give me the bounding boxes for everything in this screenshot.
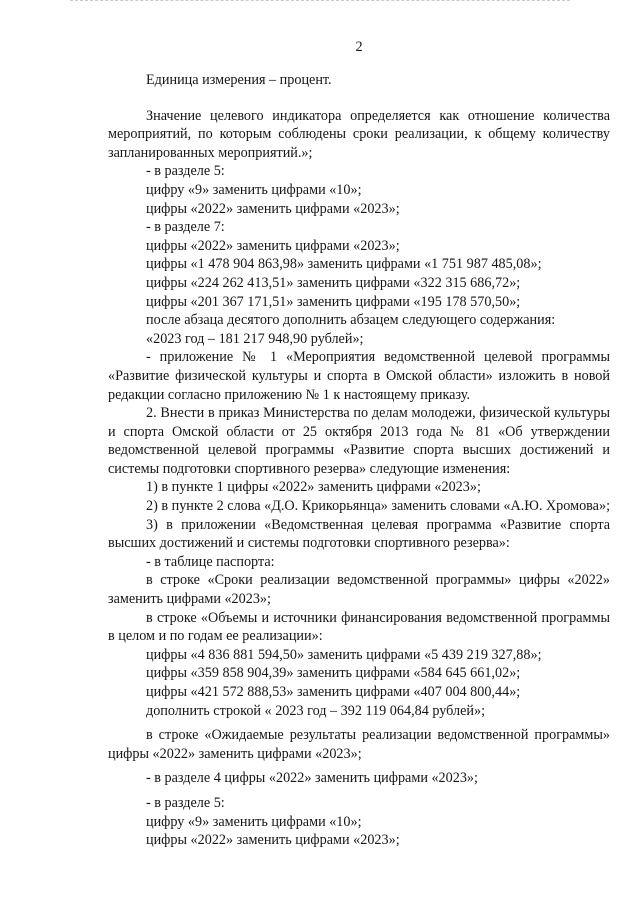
paragraph: в строке «Ожидаемые результаты реализации ведомственной программы» цифры «2022» заменить цифрами «2023»; [108, 727, 610, 762]
paragraph: после абзаца десятого дополнить абзацем следующего содержания: [146, 312, 556, 329]
paragraph: цифры «2022» заменить цифрами «2023»; [146, 832, 400, 849]
paragraph: цифру «9» заменить цифрами «10»; [146, 813, 362, 830]
paragraph: цифры «2022» заменить цифрами «2023»; [146, 237, 400, 254]
paragraph: цифры «2022» заменить цифрами «2023»; [146, 200, 400, 217]
page-number: 2 [355, 39, 363, 55]
paragraph: цифры «224 262 413,51» заменить цифрами «322 315 686,72»; [146, 274, 521, 291]
paragraph: цифры «4 836 881 594,50» заменить цифрами «5 439 219 327,88»; [146, 646, 542, 663]
paragraph: 1) в пункте 1 цифры «2022» заменить цифрами «2023»; [146, 479, 481, 496]
paragraph: 2. Внести в приказ Министерства по делам молодежи, физической культуры и спорта Омской области от 25 октября 2013 года № 81 «Об утверждении ведомственной целевой программы «Развитие спорта высших достижений и системы подготовки спортивного резерва» следующие изменения: [108, 405, 610, 477]
paragraph: 2) в пункте 2 слова «Д.О. Крикорьянца» заменить словами «А.Ю. Хромова»; [146, 498, 611, 515]
paragraph: 3) в приложении «Ведомственная целевая программа «Развитие спорта высших достижений и системы подготовки спортивного резерва»: [108, 516, 610, 552]
paragraph: цифры «201 367 171,51» заменить цифрами «195 178 570,50»; [146, 293, 521, 310]
paragraph: цифры «359 858 904,39» заменить цифрами «584 645 661,02»; [146, 665, 521, 682]
paragraph: - в таблице паспорта: [146, 553, 275, 570]
paragraph: цифру «9» заменить цифрами «10»; [146, 181, 362, 198]
paragraph: цифры «421 572 888,53» заменить цифрами «407 004 800,44»; [146, 684, 521, 700]
paragraph: - приложение № 1 «Мероприятия ведомственной целевой программы «Развитие физической культуры и спорта в Омской области» изложить в новой редакции согласно приложению № 1 к настоящему приказу. [108, 349, 610, 403]
paragraph: Значение целевого индикатора определяется как отношение количества мероприятий, по которым соблюдены сроки реализации, к общему количеству запланированных мероприятий.»; [108, 107, 610, 161]
paragraph: Единица измерения – процент. [146, 72, 332, 88]
paragraph: «2023 год – 181 217 948,90 рублей»; [146, 330, 364, 347]
paragraph: - в разделе 5: [146, 163, 225, 180]
paragraph: - в разделе 5: [146, 794, 225, 811]
paragraph: дополнить строкой « 2023 год – 392 119 064,84 рублей»; [146, 702, 486, 719]
paragraph: в строке «Объемы и источники финансирования ведомственной программы в целом и по годам ее реализации»: [108, 609, 610, 645]
paragraph: цифры «1 478 904 863,98» заменить цифрами «1 751 987 485,08»; [146, 256, 542, 273]
paragraph: в строке «Сроки реализации ведомственной программы» цифры «2022» заменить цифрами «2023»; [108, 572, 610, 608]
paragraph: - в разделе 7: [146, 219, 225, 236]
scan-edge-artifact [70, 0, 570, 4]
paragraph: - в разделе 4 цифры «2022» заменить цифрами «2023»; [146, 770, 478, 787]
document-body [108, 38, 610, 850]
